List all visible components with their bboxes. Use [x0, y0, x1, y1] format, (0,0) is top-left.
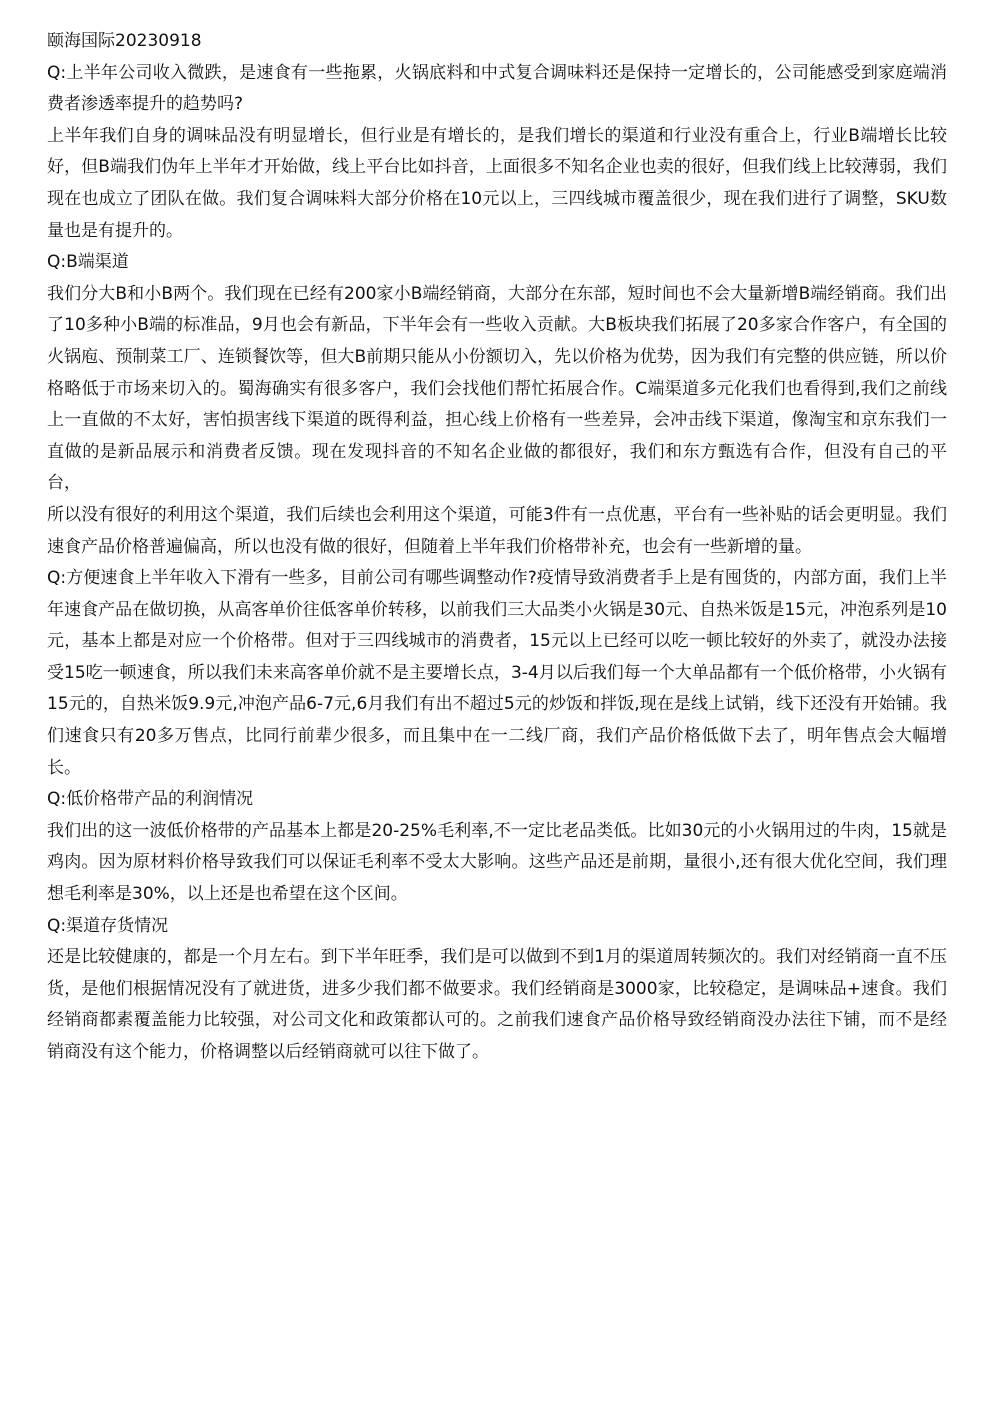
document-title: 颐海国际20230918: [47, 31, 202, 51]
question-1: Q:上半年公司收入微跌，是速食有一些拖累，火锅底料和中式复合调味料还是保持一定增长的，公司能感受到家庭端消费者渗透率提升的趋势吗?: [47, 62, 947, 115]
answer-5: 还是比较健康的，都是一个月左右。到下半年旺季，我们是可以做到不到1月的渠道周转频次的。我们对经销商一直不压货，是他们根据情况没有了就进货，进多少我们都不做要求。我们经销商是3000家，比较稳定，是调味品+速食。我们经销商都素覆盖能力比较强，对公司文化和政策都认可的。之前我们速食产品价格导致经销商没办法往下铺，而不是经销商没有这个能力，价格调整以后经销商就可以往下做了。: [47, 947, 947, 1062]
question-4: Q:低价格带产品的利润情况: [47, 789, 254, 810]
answer-4: 我们出的这一波低价格带的产品基本上都是20-25%毛利率,不一定比老品类低。比如30元的小火锅用过的牛肉，15就是鸡肉。因为原材料价格导致我们可以保证毛利率不受太大影响。这些产品还是前期，量很小,还有很大优化空间，我们理想毛利率是30%，以上还是也希望在这个区间。: [47, 820, 947, 905]
question-2: Q:B端渠道: [47, 252, 129, 273]
question-5: Q:渠道存货情况: [47, 915, 169, 936]
answer-1: 上半年我们自身的调味品没有明显增长，但行业是有增长的，是我们增长的渠道和行业没有重合上，行业B端增长比较好，但B端我们伪年上半年才开始做，线上平台比如抖音，上面很多不知名企业也卖的很好，但我们线上比较薄弱，我们现在也成立了团队在做。我们复合调味料大部分价格在10元以上，三四线城市覆盖很少，现在我们进行了调整，SKU数量也是有提升的。: [47, 125, 947, 241]
answer-2-continued: 所以没有很好的利用这个渠道，我们后续也会利用这个渠道，可能3件有一点优惠，平台有一些补贴的话会更明显。我们速食产品价格普遍偏高，所以也没有做的很好，但随着上半年我们价格带补充，也会有一些新增的量。: [47, 504, 947, 557]
answer-2: 我们分大B和小B两个。我们现在已经有200家小B端经销商，大部分在东部，短时间也不会大量新增B端经销商。我们出了10多种小B端的标准品，9月也会有新品，下半年会有一些收入贡献。大B板块我们拓展了20多家合作客户，有全国的火锅庖、预制菜工厂、连锁餐饮等，但大B前期只能从小份额切入，先以价格为优势，因为我们有完整的供应链，所以价格略低于市场来切入的。蜀海确实有很多客户，我们会找他们帮忙拓展合作。C端渠道多元化我们也看得到,我们之前线上一直做的不太好，害怕损害线下渠道的既得利益，担心线上价格有一些差异，会冲击线下渠道，像淘宝和京东我们一直做的是新品展示和消费者反馈。现在发现抖音的不知名企业做的都很好，我们和东方甄选有合作，但没有自己的平台，: [47, 283, 947, 494]
question-3: Q:方便速食上半年收入下滑有一些多，目前公司有哪些调整动作?疫情导致消费者手上是有囤货的，内部方面，我们上半年速食产品在做切换，从高客单价往低客单价转移，以前我们三大品类小火锅是30元、自热米饭是15元，冲泡系列是10元，基本上都是对应一个价格带。但对于三四线城市的消费者，15元以上已经可以吃一顿比较好的外卖了，就没办法接受15吃一顿速食，所以我们未来高客单价就不是主要增长点，3-4月以后我们每一个大单品都有一个低价格带，小火锅有15元的，自热米饭9.9元,冲泡产品6-7元,6月我们有出不超过5元的炒饭和拌饭,现在是线上试销，线下还没有开始铺。我们速食只有20多万售点，比同行前辈少很多，而且集中在一二线厂商，我们产品价格低做下去了，明年售点会大幅增长。: [47, 568, 947, 778]
document-page: [47, 26, 947, 1069]
